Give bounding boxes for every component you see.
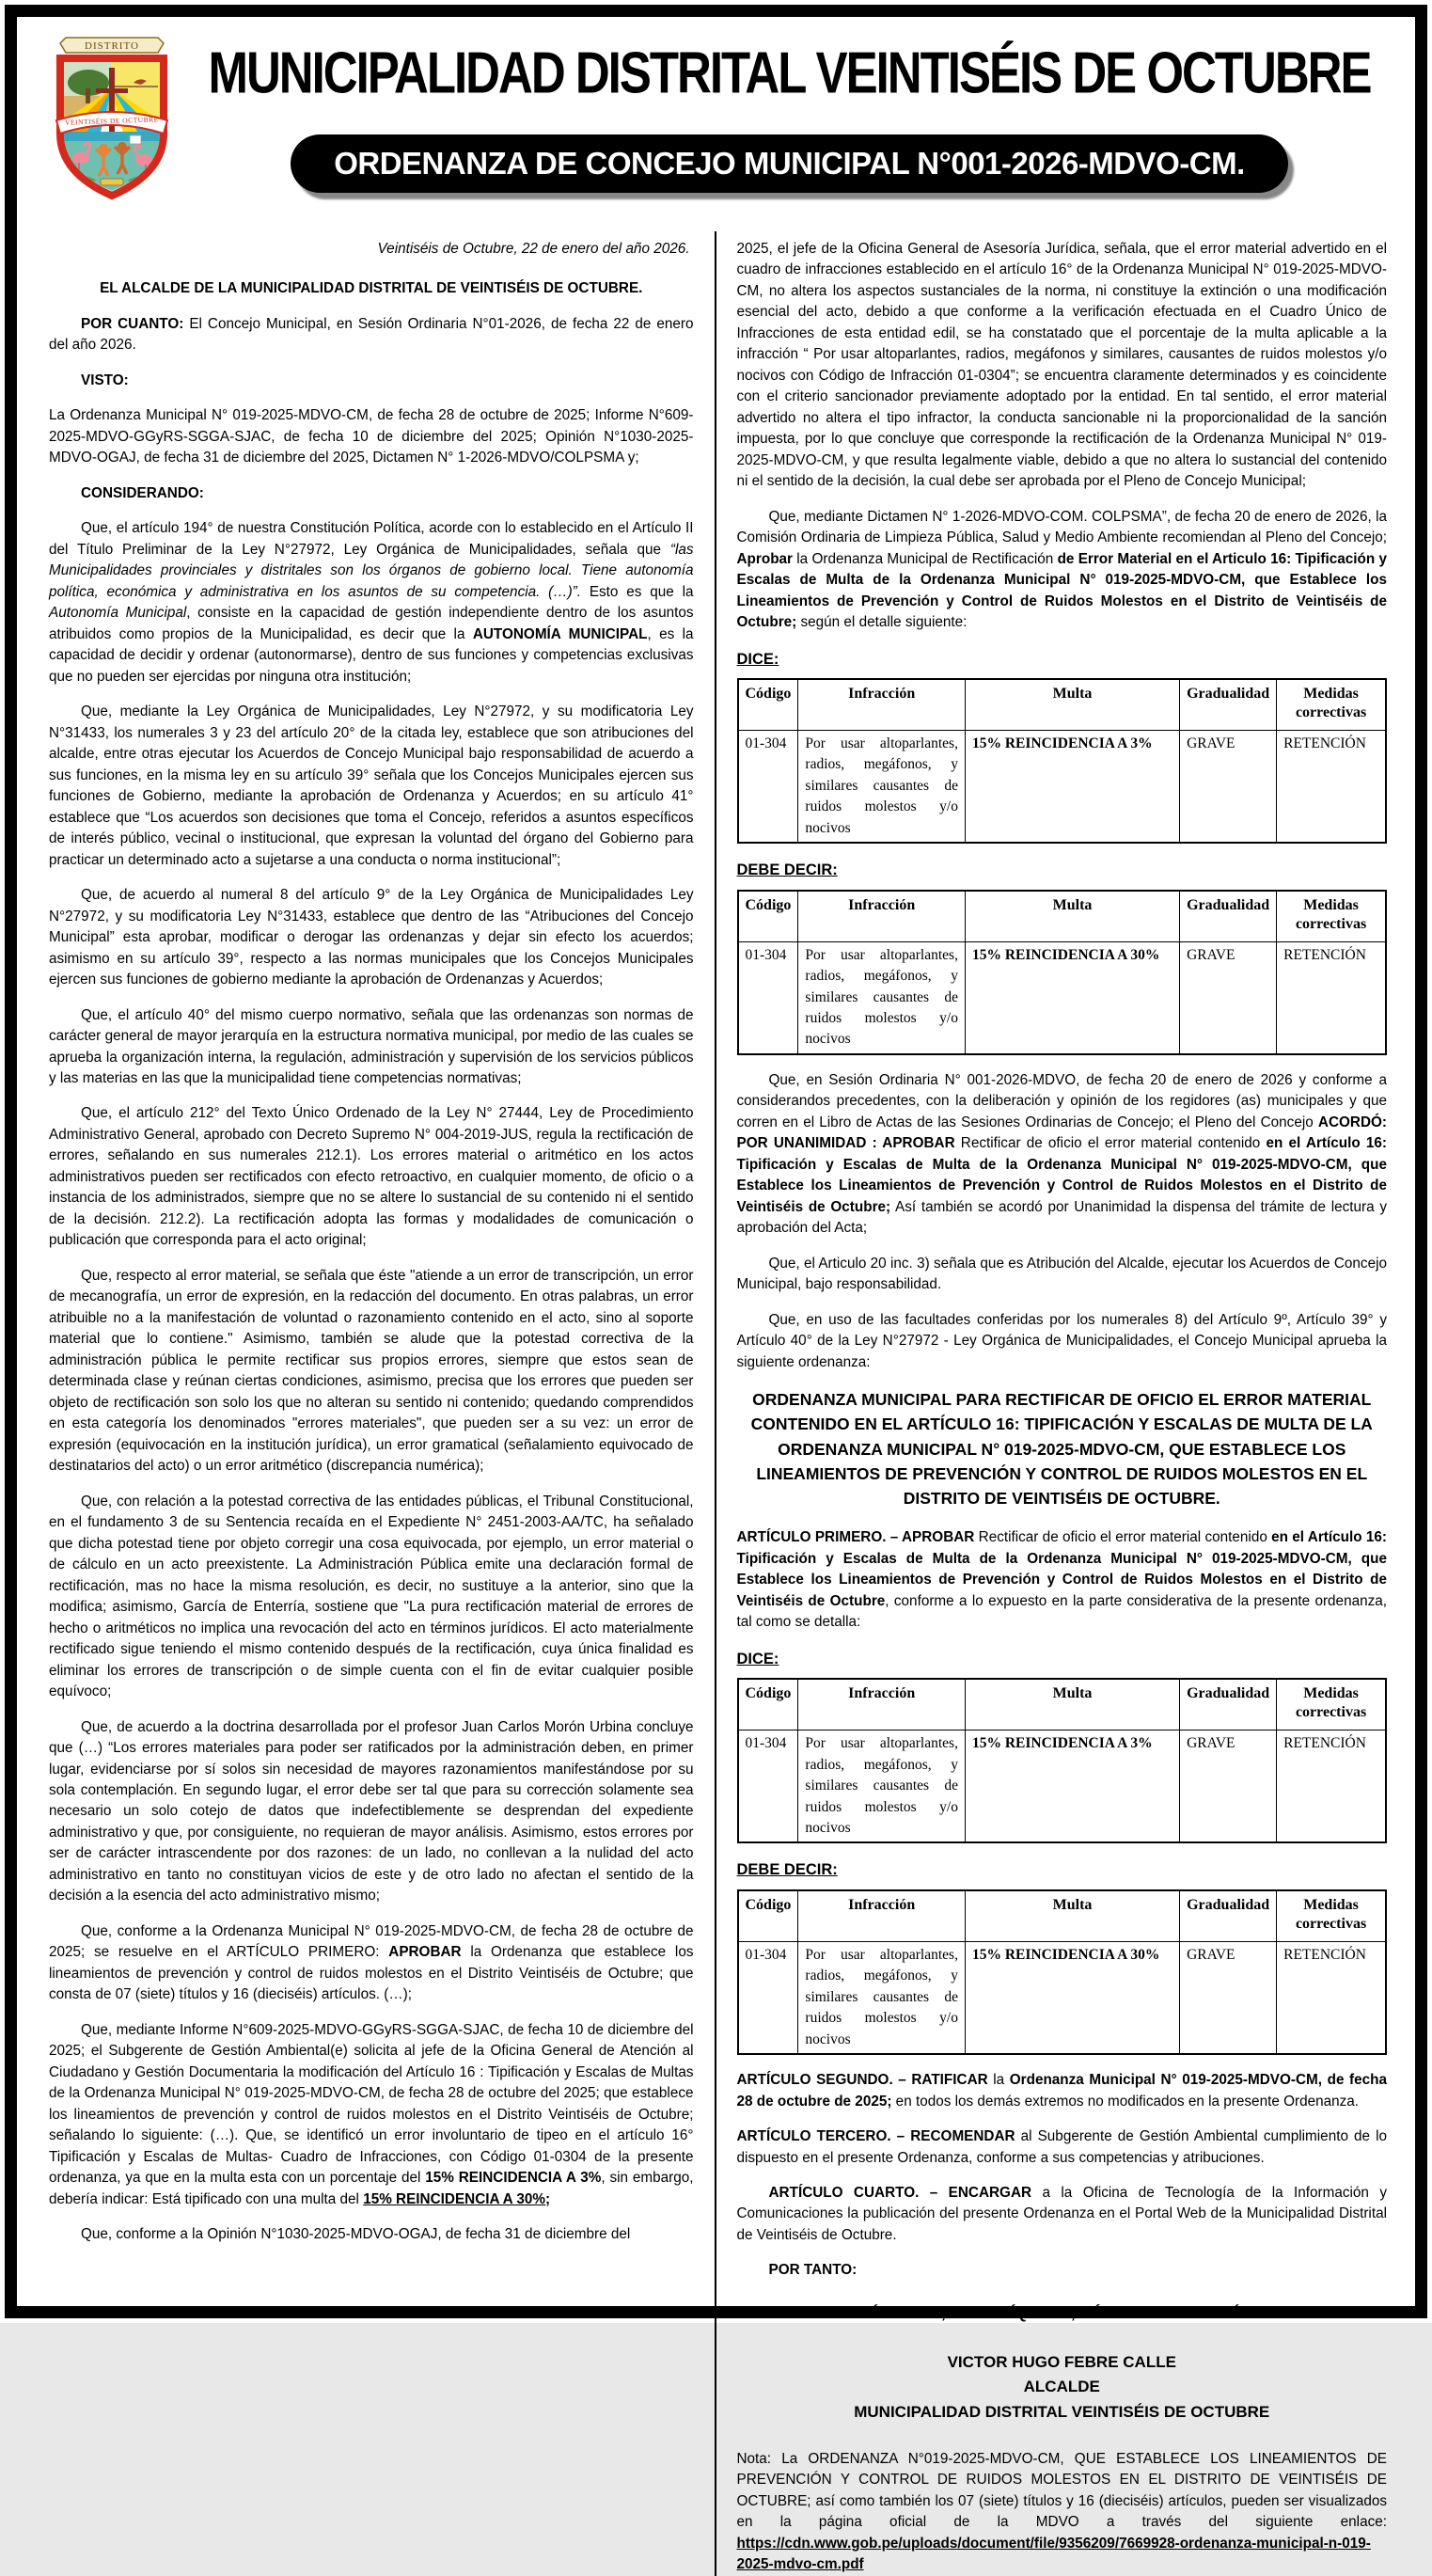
articulo-segundo-paragraph: ARTÍCULO SEGUNDO. – RATIFICAR la Ordenanza Municipal N° 019-2025-MDVO-CM, de fecha 28 de octubre de 2025; en todos los demás extremos no modificados en la presente Ordenanza.: [736, 2072, 1387, 2110]
articulo-primero-paragraph: ARTÍCULO PRIMERO. – APROBAR Rectificar de oficio el error material contenido en el Artículo 16: Tipificación y Escalas de Multa de la Ordenanza Municipal N° 019-2025-MDVO-CM, que Establece los Lineamientos de Prevención y Control de Ruidos Molestos en el Distrito de Veintiséis de Octubre, conforme a lo expuesto en la parte considerativa de la presente ordenanza, tal como se detalla:: [736, 1529, 1387, 1631]
articulo-cuarto-paragraph: ARTÍCULO CUARTO. – ENCARGAR a la Oficina de Tecnología de la Información y Comunicaciones la publicación del presente Ordenanza en el Portal Web de la Municipalidad Distrital de Veintiséis de Octubre.: [736, 2185, 1387, 2243]
table-row: [738, 730, 1387, 843]
cell-medidas: RETENCIÓN: [1277, 1731, 1386, 1843]
header-medidas: Medidas correctivas: [1277, 1890, 1386, 1942]
header-gradualidad: Gradualidad: [1180, 891, 1277, 942]
por-tanto-label: POR TANTO:: [768, 2262, 858, 2279]
cell-multa: 15% REINCIDENCIA A 30%: [965, 941, 1179, 1054]
cell-gradualidad: GRAVE: [1180, 730, 1277, 843]
dice-table-2: [737, 1678, 1388, 1843]
ordinance-banner: ORDENANZA DE CONCEJO MUNICIPAL N°001-2026-MDVO-CM.: [291, 134, 1288, 193]
table-header-row: [738, 679, 1387, 731]
cell-gradualidad: GRAVE: [1180, 1731, 1277, 1843]
header-multa: Multa: [965, 891, 1179, 942]
left-column: [43, 231, 716, 2576]
header-codigo: Código: [738, 1679, 798, 1731]
considerando-paragraph-10: Que, mediante Informe N°609-2025-MDVO-GGyRS-SGGA-SJAC, de fecha 10 de diciembre del 2025; el Subgerente de Gestión Ambiental(e) solicita al jefe de la Oficina General de Atención al Ciudadano y Gestión Documentaria la modificación del Artículo 16 : Tipificación y Escalas de Multas de la Ordenanza Municipal N° 019-2025-MDVO-CM, de fecha 28 de octubre del 2025; que establece los lineamientos de prevención y control de ruidos molestos en el Distrito Veintiséis de Octubre; señalando lo siguiente: (…). Que, se identificó un error involuntario de tipeo en el artículo 16° Tipificación y Escalas de Multas- Cuadro de Infracciones, con Código 01-0304 de la presente ordenanza, ya que en la multa esta con un porcentaje del 15% REINCIDENCIA A 3%, sin embargo, debería indicar: Está tipificado con una multa del 15% REINCIDENCIA A 30%;: [49, 2021, 694, 2207]
articulo-tercero-paragraph: ARTÍCULO TERCERO. – RECOMENDAR al Subgerente de Gestión Ambiental cumplimiento de lo dispuesto en el presente Ordenanza, conforme a sus competencias y atribuciones.: [736, 2128, 1387, 2166]
signature-role: ALCALDE: [1023, 2378, 1100, 2396]
cell-codigo: 01-304: [738, 730, 798, 843]
document-body: [43, 231, 1389, 2576]
date-line: Veintiséis de Octubre, 22 de enero del año 2026.: [377, 241, 690, 257]
por-cuanto-paragraph: POR CUANTO: El Concejo Municipal, en Sesión Ordinaria N°01-2026, de fecha 22 de enero del año 2026.: [49, 315, 694, 354]
document-header: [43, 30, 1389, 226]
table-row: [738, 1731, 1387, 1843]
logo-scroll-text: DISTRITO: [85, 40, 139, 52]
header-codigo: Código: [738, 1890, 798, 1942]
dictamen-paragraph: Que, mediante Dictamen N° 1-2026-MDVO-COM. COLPSMA”, de fecha 20 de enero de 2026, la Comisión Ordinaria de Limpieza Pública, Salud y Medio Ambiente recomiendan al Pleno del Concejo; Aprobar la Ordenanza Municipal de Rectificación de Error Material en el Articulo 16: Tipificación y Escalas de Multa de la Ordenanza Municipal N° 019-2025-MDVO-CM, que Establece los Lineamientos de Prevención y Control de Ruidos Molestos en el Distrito de Veintiséis de Octubre; según el detalle siguiente:: [736, 508, 1387, 631]
sesion-paragraph: Que, en Sesión Ordinaria N° 001-2026-MDVO, de fecha 20 de enero de 2026 y conforme a considerandos precedentes, con la deliberación y opinión de los regidores (as) municipales y que corren en el Libro de Actas de las Sesiones Ordinarias de Concejo; el Pleno del Concejo ACORDÓ: POR UNANIMIDAD : APROBAR Rectificar de oficio el error material contenido en el Artículo 16: Tipificación y Escalas de Multa de la Ordenanza Municipal N° 019-2025-MDVO-CM, que Establece los Lineamientos de Prevención y Control de Ruidos Molestos en el Distrito de Veintiséis de Octubre; Así también se acordó por Unanimidad la dispensa del trámite de lectura y aprobación del Acta;: [736, 1071, 1387, 1237]
facultades-paragraph: Que, en uso de las facultades conferidas por los numerales 8) del Artículo 9º, Artículo 39° y Artículo 40° de la Ley N°27972 - Ley Orgánica de Municipalidades, el Concejo Municipal aprueba la siguiente ordenanza:: [736, 1311, 1387, 1370]
debe-decir-label-2: DEBE DECIR:: [736, 1861, 838, 1879]
cell-gradualidad: GRAVE: [1180, 941, 1277, 1054]
ordinance-title: ORDENANZA MUNICIPAL PARA RECTIFICAR DE OFICIO EL ERROR MATERIAL CONTENIDO EN EL ARTÍCULO 16: TIPIFICACIÓN Y ESCALAS DE MULTA DE LA ORDENANZA MUNICIPAL N° 019-2025-MDVO-CM, QUE ESTABLECE LOS LINEAMIENTOS DE PREVENCIÓN Y CONTROL DE RUIDOS MOLESTOS EN EL DISTRITO DE VEINTISÉIS DE OCTUBRE.: [750, 1390, 1373, 1509]
header-codigo: Código: [738, 679, 798, 731]
document-frame: [5, 5, 1427, 2573]
visto-paragraph: La Ordenanza Municipal N° 019-2025-MDVO-CM, de fecha 28 de octubre de 2025; Informe N°609-2025-MDVO-GGyRS-SGGA-SJAC, de fecha 10 de diciembre del 2025; Opinión N°1030-2025-MDVO-OGAJ, de fecha 31 de diciembre del 2025, Dictamen N° 1-2026-MDVO/COLPSMA y;: [49, 407, 694, 466]
cell-multa: 15% REINCIDENCIA A 3%: [965, 730, 1179, 843]
header-multa: Multa: [965, 679, 1179, 731]
table-header-row: [738, 891, 1387, 942]
header-infraccion: Infracción: [798, 891, 966, 942]
considerando-paragraph-2: Que, mediante la Ley Orgánica de Municipalidades, Ley N°27972, y su modificatoria Ley N°31433, los numerales 3 y 23 del artículo 20° de la citada ley, establece que son atribuciones del alcalde, entre otras ejecutar los Acuerdos de Concejo Municipal bajo responsabilidad de acuerdo a sus funciones, en la misma ley en su artículo 39° señala que los Concejos Municipales ejercen sus funciones de Gobierno, mediante la aprobación de Ordenanza y Acuerdos; en su artículo 41° establece que “Los acuerdos son decisiones que toma el Concejo, referidos a asuntos específicos de interés público, vecinal o institucional, que expresan la voluntad del órgano del Gobierno para practicar un determinado acto a sujetarse a una conducta o norma institucional”;: [49, 703, 694, 868]
alcalde-heading: EL ALCALDE DE LA MUNICIPALIDAD DISTRITAL DE VEINTISÉIS DE OCTUBRE.: [100, 280, 643, 297]
cell-medidas: RETENCIÓN: [1277, 941, 1386, 1054]
cell-infraccion: Por usar altoparlantes, radios, megáfonos, y similares causantes de ruidos molestos y/o nocivos: [798, 1731, 966, 1843]
considerando-paragraph-11: Que, conforme a la Opinión N°1030-2025-MDVO-OGAJ, de fecha 31 de diciembre del: [81, 2226, 631, 2243]
cell-codigo: 01-304: [738, 1731, 798, 1843]
visto-label: VISTO:: [81, 371, 129, 388]
considerando-paragraph-4: Que, el artículo 40° del mismo cuerpo normativo, señala que las ordenanzas son normas de carácter general de mayor jerarquía en la estructura normativa municipal, por medio de las cuales se aprueba la organización interna, la regulación, administración y supervisión de los servicios públicos y las materias en las que la municipalidad tiene competencias normativas;: [49, 1006, 694, 1086]
header-codigo: Código: [738, 891, 798, 942]
header-medidas: Medidas correctivas: [1277, 1679, 1386, 1731]
header-medidas: Medidas correctivas: [1277, 891, 1386, 942]
debe-decir-table-2: [737, 1889, 1388, 2055]
signature-block: [737, 2350, 1388, 2425]
right-column: [716, 231, 1390, 2576]
header-infraccion: Infracción: [798, 1890, 966, 1942]
cell-codigo: 01-304: [738, 941, 798, 1054]
debe-decir-table-1: [737, 890, 1388, 1055]
nota-paragraph: Nota: La ORDENANZA N°019-2025-MDVO-CM, QUE ESTABLECE LOS LINEAMIENTOS DE PREVENCIÓN Y CONTROL DE RUIDOS MOLESTOS EN EL DISTRITO DE VEINTISÉIS DE OCTUBRE; así como también los 07 (siete) títulos y 16 (dieciséis) artículos, pueden ser visualizados en la página oficial de la MDVO a través del siguiente enlace: https://cdn.www.gob.pe/uploads/document/file/9356209/7669928-ordenanza-municipal-n-019-2025-mdvo-cm.pdf: [736, 2450, 1387, 2573]
dice-label-2: DICE:: [736, 1650, 779, 1667]
header-infraccion: Infracción: [798, 1679, 966, 1731]
considerando-paragraph-9: Que, conforme a la Ordenanza Municipal N° 019-2025-MDVO-CM, de fecha 28 de octubre de 2025; se resuelve en el ARTÍCULO PRIMERO: APROBAR la Ordenanza que establece los lineamientos de prevención y control de ruidos molestos en el Distrito Veintiséis de Octubre; que consta de 07 (siete) títulos y 16 (dieciséis) artículos. (…);: [49, 1922, 694, 2003]
signature-organization: MUNICIPALIDAD DISTRITAL VEINTISÉIS DE OCTUBRE: [854, 2402, 1270, 2421]
cell-medidas: RETENCIÓN: [1277, 730, 1386, 843]
header-multa: Multa: [965, 1679, 1179, 1731]
table-row: [738, 1941, 1387, 2054]
continuation-paragraph: 2025, el jefe de la Oficina General de Asesoría Jurídica, señala, que el error material advertido en el cuadro de infracciones establecido en el artículo 16° de la Ordenanza Municipal N° 019-2025-MDVO-CM, no altera los aspectos sustanciales de la norma, ni constituye la extinción o una modificación esencial del acto, debido a que conforme a la verificación efectuada en el Cuadro Único de Infracciones de esta entidad edil, se ha constatado que el porcentaje de la multa aplicable a la infracción “ Por usar altoparlantes, radios, megáfonos y similares, causantes de ruidos molestos y/o nocivos con Código de Infracción 01-0304”; se encuentra claramente determinados y es coincidente con el criterio sancionador previamente adoptado por la entidad. En tal sentido, el error material advertido no altera el tipo infractor, la conducta sancionable ni la proporcionalidad de la sanción impuesta, por lo que concluye que corresponde la rectificación de la Ordenanza Municipal N° 019-2025-MDVO-CM, y que resulta legalmente viable, debido a que no altera lo sustancial del contenido ni el sentido de la decisión, la cual debe ser aprobada por el Pleno de Concejo Municipal;: [736, 241, 1387, 490]
cell-multa: 15% REINCIDENCIA A 30%: [965, 1941, 1179, 2054]
header-gradualidad: Gradualidad: [1180, 679, 1277, 731]
table-header-row: [738, 1679, 1387, 1731]
signature-name: VICTOR HUGO FEBRE CALLE: [947, 2352, 1176, 2371]
dice-label-1: DICE:: [736, 650, 779, 668]
dice-table-1: [737, 678, 1388, 844]
considerando-paragraph-1: Que, el artículo 194° de nuestra Constitución Política, acorde con lo establecido en el Artículo II del Título Preliminar de la Ley N°27972, Ley Orgánica de Municipalidades, señala que “las Municipalidades provinciales y distritales son los órganos de gobierno local. Tiene autonomía política, económica y administrativa en los asuntos de su competencia. (…)”. Esto es que la Autonomía Municipal, consiste en la capacidad de gestión independiente dentro de los asuntos atribuidos como propios de la Municipalidad, es decir que la AUTONOMÍA MUNICIPAL, es la capacidad de decidir y ordenar (autonormarse), dentro de sus funciones y competencias exclusivas que no pueden ser ejercidas por ninguna otra institución;: [49, 520, 694, 685]
cell-medidas: RETENCIÓN: [1277, 1941, 1386, 2054]
registrese-line: REGÍSTRESE, COMUNÍQUESE, CÚMPLASE Y ARCHÍVESE.: [838, 2303, 1286, 2322]
cell-multa: 15% REINCIDENCIA A 3%: [965, 1731, 1179, 1843]
atribucion-paragraph: Que, el Articulo 20 inc. 3) señala que es Atribución del Alcalde, ejecutar los Acuerdos de Concejo Municipal, bajo responsabilidad.: [736, 1255, 1387, 1293]
table-row: [738, 941, 1387, 1054]
header-gradualidad: Gradualidad: [1180, 1679, 1277, 1731]
considerando-paragraph-3: Que, de acuerdo al numeral 8 del artículo 9° de la Ley Orgánica de Municipalidades Ley N°27972, y su modificatoria Ley N°31433, establece que dentro de las “Atribuciones del Concejo Municipal” esta aprobar, modificar o derogar las ordenanzas y dejar sin efecto los acuerdos; asimismo en su artículo 39°, respecto a las normas municipales que los Concejos Municipales ejercen sus funciones de gobierno mediante la aprobación de Ordenanzas y Acuerdos;: [49, 887, 694, 988]
header-multa: Multa: [965, 1890, 1179, 1942]
considerando-label: CONSIDERANDO:: [81, 484, 204, 501]
debe-decir-label-1: DEBE DECIR:: [736, 861, 838, 879]
municipal-coat-of-arms: [47, 30, 177, 211]
header-medidas: Medidas correctivas: [1277, 679, 1386, 731]
considerando-paragraph-7: Que, con relación a la potestad correctiva de las entidades públicas, el Tribunal Constitucional, en el fundamento 3 de su Sentencia recaída en el Expediente N° 2451-2003-AA/TC, ha señalado que dicha potestad tiene por objeto corregir una cosa equivocada, por ejemplo, un error material o de cálculo en un acto preexistente. La Administración Pública emite una declaración formal de rectificación, mas no hace la misma resolución, es decir, no sustituye a la anterior, sino que la modifica; asimismo, García de Enterría, sostiene que "La pura rectificación material de errores de hecho o aritméticos no implica una revocación del acto en términos jurídicos. El acto materialmente rectificado sigue teniendo el mismo contenido después de la rectificación, cuya única finalidad es eliminar los errores de transcripción o de simple cuenta con el fin de evitar cualquier posible equívoco;: [49, 1493, 694, 1700]
header-infraccion: Infracción: [798, 679, 966, 731]
cell-infraccion: Por usar altoparlantes, radios, megáfonos, y similares causantes de ruidos molestos y/o nocivos: [798, 730, 966, 843]
considerando-paragraph-8: Que, de acuerdo a la doctrina desarrollada por el profesor Juan Carlos Morón Urbina concluye que (…) “Los errores materiales para poder ser ratificados por la administración deben, en primer lugar, evidenciarse por sí solos sin necesidad de mayores razonamientos manifestándose por su sola contemplación. En segundo lugar, el error debe ser tal que para su corrección solamente sea necesario un solo cotejo de datos que indefectiblemente se desprendan del expediente administrativo y que, por consiguiente, no requieran de mayor análisis. Asimismo, estos errores por ser de carácter intrascendente por dos razones: de un lado, no conllevan a la nulidad del acto administrativo en tanto no constituyan vicios de este y de otro lado no afectan el sentido de la decisión a la esencia del acto administrativo mismo;: [49, 1718, 694, 1904]
cell-gradualidad: GRAVE: [1180, 1941, 1277, 2054]
page-title: MUNICIPALIDAD DISTRITAL VEINTISÉIS DE OCTUBRE: [208, 40, 1371, 105]
cell-codigo: 01-304: [738, 1941, 798, 2054]
header-gradualidad: Gradualidad: [1180, 1890, 1277, 1942]
considerando-paragraph-6: Que, respecto al error material, se señala que éste "atiende a un error de transcripción, un error de mecanografía, un error de expresión, en la redacción del documento. En otras palabras, un error atribuible no a la manifestación de voluntad o razonamiento contenido en el acto, sino al soporte material que lo contiene." Asimismo, también se alude que la potestad correctiva de la administración pública le permite rectificar sus propios errores, siempre que estos sean de determinada clase y reúnan ciertas condiciones, asimismo, precisa que los errores que pueden ser objeto de rectificación son solo los que no alteran su sentido ni contenido; quedando comprendidos en esta categoría los denominados "errores materiales", que pueden ser a su vez: un error de expresión (equivocación en la institución jurídica), un error gramatical (señalamiento equivocado de destinatarios del acto) o un error aritmético (discrepancia numérica);: [49, 1267, 694, 1475]
coat-of-arms-graphic: [47, 30, 177, 211]
logo-ribbon-text: VEINTISÉIS DE OCTUBRE: [64, 115, 159, 127]
cell-infraccion: Por usar altoparlantes, radios, megáfonos, y similares causantes de ruidos molestos y/o nocivos: [798, 941, 966, 1054]
considerando-paragraph-5: Que, el artículo 212° del Texto Único Ordenado de la Ley N° 27444, Ley de Procedimiento Administrativo General, aprobado con Decreto Supremo N° 004-2019-JUS, regula la rectificación de errores, señalando en sus numerales 212.1). Los errores material o aritmético en los actos administrativos pueden ser rectificados con efecto retroactivo, en cualquier momento, de oficio o a instancia de los administrados, siempre que no se altere lo sustancial de su contenido ni el sentido de la decisión. 212.2). La rectificación adopta las formas y modalidades de comunicación o publicación que corresponda para el acto original;: [49, 1105, 694, 1249]
table-header-row: [738, 1890, 1387, 1942]
cell-infraccion: Por usar altoparlantes, radios, megáfonos, y similares causantes de ruidos molestos y/o nocivos: [798, 1941, 966, 2054]
